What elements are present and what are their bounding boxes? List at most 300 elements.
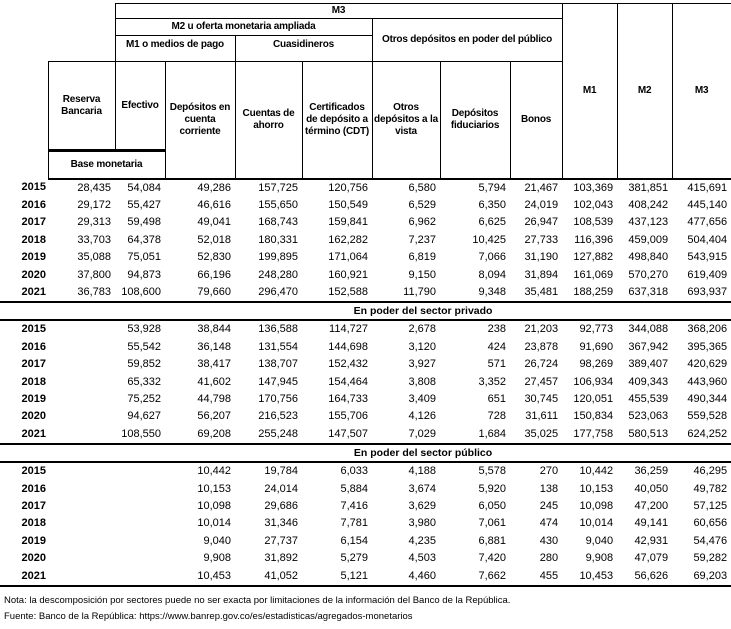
data-cell: 108,539	[573, 216, 614, 229]
data-cell: 127,882	[573, 251, 614, 264]
year-cell: 2021	[0, 568, 48, 586]
data-cell: 5,578	[478, 465, 506, 478]
data-cell: 504,404	[687, 233, 728, 246]
table-row	[0, 214, 731, 231]
table-row	[0, 374, 731, 391]
data-cell: 7,237	[408, 233, 436, 246]
data-cell: 116,396	[574, 233, 614, 246]
data-cell: 9,348	[440, 284, 510, 302]
data-cell	[48, 515, 115, 532]
data-cell: 56,207	[197, 410, 231, 423]
header-reserva-bancaria: Reserva Bancaria	[48, 62, 115, 151]
data-cell: 437,123	[628, 216, 669, 229]
data-cell: 10,098	[579, 500, 614, 512]
data-cell: 7,066	[478, 251, 506, 264]
data-cell: 55,542	[127, 340, 161, 353]
data-cell: 29,686	[264, 500, 298, 512]
data-cell: 619,409	[687, 268, 728, 281]
data-cell: 31,611	[525, 410, 559, 423]
table-row	[0, 267, 731, 284]
data-cell: 8,094	[478, 268, 506, 281]
header-otros-publico-group: Otros depósitos en poder del público	[372, 19, 562, 62]
table-row	[0, 339, 731, 356]
data-cell: 381,851	[628, 181, 669, 194]
data-cell: 26,724	[524, 358, 559, 371]
data-cell: 49,286	[197, 181, 231, 194]
data-cell: 36,259	[634, 465, 669, 478]
data-cell: 9,040	[203, 534, 231, 547]
data-cell: 6,962	[408, 216, 436, 229]
table-row	[0, 391, 731, 408]
data-cell: 138	[539, 482, 559, 495]
data-cell: 40,050	[634, 482, 669, 495]
data-cell: 455	[510, 568, 562, 586]
data-cell: 180,331	[258, 233, 298, 246]
data-cell	[48, 568, 115, 586]
data-cell	[48, 550, 115, 567]
header-m3: M3	[672, 4, 731, 179]
data-cell: 170,756	[258, 392, 298, 405]
table-header	[0, 4, 731, 179]
data-cell: 5,920	[478, 482, 506, 495]
data-cell: 651	[487, 392, 506, 405]
header-otros-depositos-vista: Otros depósitos a la vista	[372, 62, 440, 179]
data-cell: 559,528	[687, 410, 728, 423]
data-cell: 41,052	[235, 568, 302, 586]
data-cell: 159,841	[328, 216, 368, 229]
data-cell: 131,554	[258, 340, 298, 353]
header-bonos: Bonos	[510, 62, 562, 179]
data-cell: 177,758	[562, 426, 617, 444]
data-cell: 157,725	[258, 181, 298, 194]
data-cell: 255,248	[235, 426, 302, 444]
data-cell: 26,947	[524, 216, 559, 229]
data-cell: 21,467	[524, 181, 559, 194]
table-row	[0, 284, 731, 302]
data-cell: 10,453	[562, 568, 617, 586]
data-cell	[48, 533, 115, 550]
data-cell: 5,279	[340, 552, 368, 565]
data-cell: 6,881	[478, 534, 506, 547]
data-cell: 9,150	[408, 268, 436, 281]
data-cell: 108,550	[115, 426, 165, 444]
data-cell: 6,819	[408, 251, 436, 264]
data-cell: 24,014	[264, 482, 298, 495]
table-row	[0, 197, 731, 214]
data-cell: 188,259	[562, 284, 617, 302]
data-cell: 474	[539, 517, 559, 530]
table-row	[0, 179, 731, 197]
header-m2: M2	[617, 4, 672, 179]
data-cell: 150,834	[573, 410, 614, 423]
data-cell: 150,549	[328, 198, 368, 211]
year-cell: 2019	[21, 534, 46, 547]
header-depositos-fiduciarios: Depósitos fiduciarios	[440, 62, 510, 179]
data-cell	[48, 391, 115, 408]
data-cell: 7,662	[440, 568, 510, 586]
header-year-spacer	[0, 4, 48, 179]
data-cell: 199,895	[258, 251, 298, 264]
data-cell: 571	[487, 358, 506, 371]
data-cell: 245	[539, 500, 559, 512]
data-cell	[48, 481, 115, 498]
data-cell: 49,782	[693, 482, 728, 495]
data-cell: 42,931	[634, 534, 669, 547]
table-row	[0, 408, 731, 425]
data-cell: 52,018	[197, 233, 231, 246]
header-efectivo: Efectivo	[115, 62, 165, 151]
data-cell	[115, 568, 165, 586]
data-cell: 138,707	[258, 358, 298, 371]
data-cell	[115, 550, 165, 567]
data-cell: 415,691	[687, 181, 728, 194]
data-cell: 60,656	[693, 517, 728, 530]
data-cell: 162,282	[328, 233, 368, 246]
data-cell: 120,756	[328, 181, 368, 194]
data-cell: 4,503	[408, 552, 436, 565]
data-cell: 3,352	[478, 375, 506, 388]
data-cell: 31,346	[264, 517, 298, 530]
data-cell	[48, 408, 115, 425]
data-cell: 408,242	[628, 198, 669, 211]
data-cell: 344,088	[628, 323, 669, 336]
data-cell: 6,625	[478, 216, 506, 229]
data-cell	[48, 462, 115, 480]
table-row	[0, 481, 731, 498]
data-cell: 624,252	[672, 426, 731, 444]
data-cell: 443,960	[687, 375, 728, 388]
data-cell: 31,190	[524, 251, 559, 264]
data-cell: 27,457	[524, 375, 559, 388]
data-cell: 59,498	[127, 216, 161, 229]
data-cell: 9,908	[203, 552, 231, 565]
data-cell: 4,235	[408, 534, 436, 547]
data-cell: 3,674	[408, 482, 436, 495]
table-row	[0, 550, 731, 567]
data-cell: 3,980	[408, 517, 436, 530]
data-cell: 155,650	[258, 198, 298, 211]
data-cell: 5,884	[340, 482, 368, 495]
year-cell: 2017	[21, 358, 46, 371]
data-cell: 27,733	[524, 233, 559, 246]
data-cell	[115, 462, 165, 480]
data-cell: 430	[539, 534, 559, 547]
note-text: Nota: la descomposición por sectores puede no ser exacta por limitaciones de la información del Banco de la República.	[4, 595, 511, 607]
data-cell: 21,203	[524, 323, 559, 336]
data-cell: 46,616	[197, 198, 231, 211]
data-cell: 65,332	[127, 375, 161, 388]
data-cell: 106,934	[573, 375, 614, 388]
data-cell: 19,784	[264, 465, 298, 478]
data-cell: 53,928	[127, 323, 161, 336]
data-cell: 46,295	[693, 465, 728, 478]
data-cell: 7,029	[372, 426, 440, 444]
data-cell: 6,154	[340, 534, 368, 547]
data-cell: 41,602	[197, 375, 231, 388]
table-row	[0, 498, 731, 515]
data-cell: 91,690	[579, 340, 614, 353]
year-cell: 2016	[21, 340, 46, 353]
data-cell: 445,140	[687, 198, 728, 211]
data-cell: 389,407	[628, 358, 669, 371]
data-cell: 54,084	[127, 181, 161, 194]
year-cell: 2021	[0, 284, 48, 302]
data-cell: 580,513	[617, 426, 672, 444]
data-cell	[48, 320, 115, 338]
data-cell: 11,790	[372, 284, 440, 302]
section-title: En poder del sector público	[115, 444, 731, 462]
data-cell: 171,064	[328, 251, 368, 264]
year-cell: 2015	[21, 323, 46, 336]
data-cell: 28,435	[77, 181, 111, 194]
data-cell: 164,733	[328, 392, 368, 405]
data-cell: 35,088	[77, 251, 111, 264]
data-cell: 409,343	[628, 375, 669, 388]
data-cell: 147,507	[302, 426, 372, 444]
data-cell: 6,050	[478, 500, 506, 512]
data-cell: 94,873	[127, 268, 161, 281]
data-cell: 103,369	[573, 181, 614, 194]
data-cell: 10,153	[579, 482, 614, 495]
data-cell: 4,126	[408, 410, 436, 423]
data-cell: 102,043	[573, 198, 614, 211]
data-cell: 7,061	[478, 517, 506, 530]
data-cell: 24,019	[524, 198, 559, 211]
data-cell: 55,427	[127, 198, 161, 211]
data-cell: 31,892	[264, 552, 298, 565]
data-cell: 10,153	[197, 482, 231, 495]
data-cell: 44,798	[197, 392, 231, 405]
table-row	[0, 249, 731, 266]
data-cell: 47,200	[634, 500, 669, 512]
footnotes	[0, 593, 731, 625]
year-cell: 2015	[21, 181, 46, 193]
data-cell	[115, 515, 165, 532]
year-cell: 2015	[21, 465, 46, 478]
data-cell: 27,737	[264, 534, 298, 547]
data-cell: 147,945	[258, 375, 298, 388]
data-cell: 23,878	[524, 340, 559, 353]
data-cell: 56,626	[617, 568, 672, 586]
data-cell: 37,800	[77, 268, 111, 281]
data-cell: 52,830	[197, 251, 231, 264]
data-cell: 168,743	[258, 216, 298, 229]
data-cell: 424	[487, 340, 506, 353]
data-cell: 136,588	[258, 323, 298, 336]
data-cell: 98,269	[579, 358, 614, 371]
data-cell: 523,063	[628, 410, 669, 423]
data-cell: 59,282	[693, 552, 728, 565]
table-row	[0, 515, 731, 532]
data-cell: 728	[487, 410, 506, 423]
data-cell: 35,481	[510, 284, 562, 302]
data-cell: 637,318	[617, 284, 672, 302]
data-cell	[48, 374, 115, 391]
data-cell: 30,745	[524, 392, 559, 405]
header-m3-group: M3	[115, 4, 562, 19]
data-cell: 35,025	[510, 426, 562, 444]
data-cell: 693,937	[672, 284, 731, 302]
year-cell: 2020	[21, 552, 46, 565]
data-cell: 10,442	[579, 465, 614, 478]
year-cell: 2016	[21, 482, 46, 495]
data-cell: 152,432	[328, 358, 368, 371]
year-cell: 2017	[21, 216, 46, 229]
data-cell: 543,915	[687, 251, 728, 264]
data-cell: 38,844	[197, 323, 231, 336]
year-cell: 2018	[21, 517, 46, 530]
data-cell: 498,840	[628, 251, 669, 264]
data-cell: 92,773	[579, 323, 614, 336]
data-cell: 144,698	[328, 340, 368, 353]
data-cell: 94,627	[127, 410, 161, 423]
data-cell: 10,425	[472, 233, 506, 246]
header-m1: M1	[562, 4, 617, 179]
data-cell: 248,280	[258, 268, 298, 281]
data-cell: 59,852	[127, 358, 161, 371]
data-cell: 6,580	[408, 181, 436, 194]
data-cell: 152,588	[302, 284, 372, 302]
data-cell: 36,783	[48, 284, 115, 302]
data-cell: 75,051	[127, 251, 161, 264]
data-cell: 47,079	[634, 552, 669, 565]
data-cell	[48, 426, 115, 444]
year-cell: 2020	[21, 268, 46, 281]
data-cell: 4,188	[408, 465, 436, 478]
table-row	[0, 356, 731, 373]
header-depositos-cuenta-corriente: Depósitos en cuenta corriente	[165, 62, 235, 179]
header-base-monetaria: Base monetaria	[48, 151, 165, 179]
data-cell: 154,464	[328, 375, 368, 388]
data-cell: 3,409	[408, 392, 436, 405]
data-cell: 10,453	[165, 568, 235, 586]
data-cell: 29,313	[77, 216, 111, 229]
data-cell: 10,442	[197, 465, 231, 478]
section-title-row	[0, 302, 731, 320]
data-cell: 161,069	[573, 268, 614, 281]
section-title-row	[0, 444, 731, 462]
table-body	[0, 179, 731, 587]
year-cell: 2021	[0, 426, 48, 444]
data-cell: 490,344	[687, 392, 728, 405]
data-cell: 296,470	[235, 284, 302, 302]
year-cell: 2018	[21, 375, 46, 388]
data-cell: 120,051	[573, 392, 614, 405]
data-cell: 69,203	[672, 568, 731, 586]
year-cell: 2019	[21, 392, 46, 405]
data-cell: 459,009	[628, 233, 669, 246]
data-cell: 66,196	[197, 268, 231, 281]
data-cell: 10,014	[579, 517, 614, 530]
header-reserva-spacer	[48, 4, 115, 62]
data-cell: 3,120	[408, 340, 436, 353]
data-cell: 420,629	[687, 358, 728, 371]
data-cell	[48, 356, 115, 373]
data-cell: 57,125	[693, 500, 728, 512]
data-cell: 64,378	[127, 233, 161, 246]
data-cell: 54,476	[693, 534, 728, 547]
year-cell: 2019	[21, 251, 46, 264]
monetary-aggregates-table	[0, 3, 731, 587]
year-cell: 2017	[21, 500, 46, 512]
data-cell: 7,781	[340, 517, 368, 530]
data-cell: 36,148	[197, 340, 231, 353]
table-row	[0, 533, 731, 550]
section-title-spacer	[0, 444, 115, 462]
year-cell: 2018	[21, 233, 46, 246]
data-cell: 270	[539, 465, 559, 478]
data-cell: 5,121	[302, 568, 372, 586]
table-row	[0, 426, 731, 444]
data-cell: 6,529	[408, 198, 436, 211]
data-cell: 2,678	[408, 323, 436, 336]
data-cell: 79,660	[165, 284, 235, 302]
data-cell: 1,684	[440, 426, 510, 444]
data-cell: 75,252	[127, 392, 161, 405]
data-cell: 367,942	[628, 340, 669, 353]
data-cell: 6,350	[478, 198, 506, 211]
source-text: Fuente: Banco de la República: https://www.banrep.gov.co/es/estadisticas/agregados-monetarios	[4, 611, 413, 623]
data-cell: 33,703	[77, 233, 111, 246]
year-cell: 2016	[21, 198, 46, 211]
table-row	[0, 462, 731, 480]
data-cell: 570,270	[628, 268, 669, 281]
data-cell: 69,208	[165, 426, 235, 444]
data-cell	[115, 533, 165, 550]
data-cell: 3,808	[408, 375, 436, 388]
header-m2-group: M2 u oferta monetaria ampliada	[115, 19, 372, 36]
data-cell: 9,040	[585, 534, 614, 547]
data-cell: 5,794	[478, 181, 506, 194]
year-cell: 2020	[21, 410, 46, 423]
data-cell: 6,033	[340, 465, 368, 478]
data-cell: 395,365	[687, 340, 728, 353]
data-cell: 238	[487, 323, 506, 336]
data-cell	[115, 481, 165, 498]
data-cell: 3,629	[408, 500, 436, 512]
data-cell: 108,600	[115, 284, 165, 302]
data-cell	[48, 339, 115, 356]
data-cell: 49,041	[197, 216, 231, 229]
header-cuentas-ahorro: Cuentas de ahorro	[235, 62, 302, 179]
data-cell: 49,141	[634, 517, 669, 530]
header-cdt: Certificados de depósito a término (CDT)	[302, 62, 372, 179]
data-cell: 4,460	[372, 568, 440, 586]
data-cell: 477,656	[687, 216, 728, 229]
data-cell: 10,098	[197, 500, 231, 512]
data-cell: 10,014	[197, 517, 231, 530]
section-title-spacer	[0, 302, 115, 320]
data-cell: 160,921	[328, 268, 368, 281]
data-cell: 280	[539, 552, 559, 565]
header-cuasidineros-group: Cuasidineros	[235, 36, 372, 62]
data-cell: 7,416	[340, 500, 368, 512]
data-cell: 368,206	[687, 323, 728, 336]
data-cell: 216,523	[258, 410, 298, 423]
data-cell: 3,927	[408, 358, 436, 371]
data-cell: 29,172	[77, 198, 111, 211]
data-cell	[115, 498, 165, 515]
data-cell: 38,417	[197, 358, 231, 371]
header-m1-group: M1 o medios de pago	[115, 36, 235, 62]
data-cell: 9,908	[585, 552, 614, 565]
data-cell: 7,420	[478, 552, 506, 565]
table-row	[0, 320, 731, 338]
data-cell: 455,539	[628, 392, 669, 405]
table-row	[0, 232, 731, 249]
table-row	[0, 568, 731, 586]
section-title: En poder del sector privado	[115, 302, 731, 320]
